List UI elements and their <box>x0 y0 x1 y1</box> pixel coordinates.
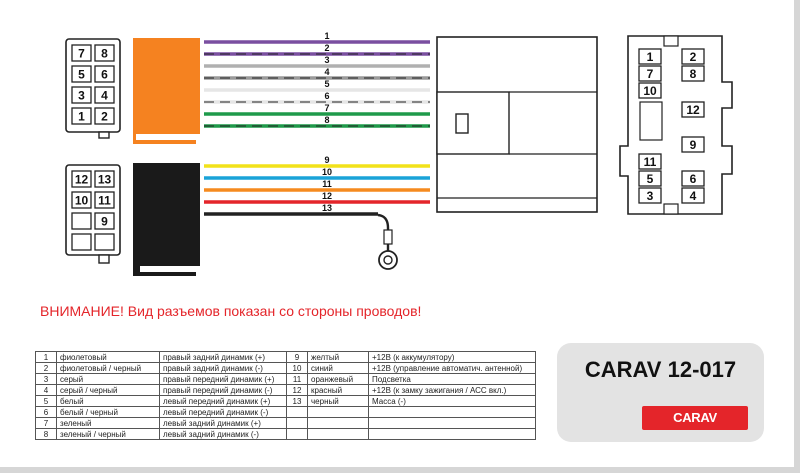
black-plug <box>133 163 200 276</box>
legend-cell <box>308 418 369 429</box>
legend-cell: Масса (-) <box>369 396 536 407</box>
legend-cell: 12 <box>287 385 308 396</box>
left-top-pin-label: 3 <box>78 88 85 103</box>
legend-cell: 6 <box>36 407 57 418</box>
wire-number-label: 7 <box>324 103 330 113</box>
left-top-pin-label: 6 <box>101 67 108 82</box>
left-bottom-pin-label: 10 <box>74 193 89 208</box>
wire-number-label: 5 <box>324 79 330 89</box>
legend-cell: левый задний динамик (-) <box>160 429 287 440</box>
wire-number-label: 3 <box>324 55 330 65</box>
legend-cell <box>287 418 308 429</box>
legend-cell: левый передний динамик (-) <box>160 407 287 418</box>
right-pin-label: 5 <box>646 172 654 186</box>
legend-cell: желтый <box>308 352 369 363</box>
right-pin-label: 9 <box>689 138 697 152</box>
left-top-pin-label: 2 <box>101 109 108 124</box>
legend-cell: +12В (к замку зажигания / АСС вкл.) <box>369 385 536 396</box>
carav-logo-text: CARAV <box>673 410 717 425</box>
left-top-pin-label: 1 <box>78 109 85 124</box>
right-pin-label: 7 <box>646 67 654 81</box>
legend-cell: серый / черный <box>57 385 160 396</box>
legend-row <box>36 374 536 385</box>
orange-plug <box>133 38 200 144</box>
legend-cell: 10 <box>287 363 308 374</box>
legend-row <box>36 352 536 363</box>
connector-right <box>620 36 732 214</box>
legend-row <box>36 385 536 396</box>
legend-row <box>36 407 536 418</box>
legend-cell: Подсветка <box>369 374 536 385</box>
wire-number-label: 1 <box>324 31 330 41</box>
legend-cell: 13 <box>287 396 308 407</box>
legend-row <box>36 396 536 407</box>
left-top-pin-label: 5 <box>78 67 85 82</box>
right-pin-label: 10 <box>643 84 657 98</box>
wire-number-label: 9 <box>324 155 330 165</box>
right-pin-label: 11 <box>643 155 657 169</box>
legend-cell <box>308 407 369 418</box>
wire-number-label: 13 <box>321 203 333 213</box>
legend-cell: +12В (к аккумулятору) <box>369 352 536 363</box>
right-pin-label: 8 <box>689 67 697 81</box>
legend-cell: белый / черный <box>57 407 160 418</box>
legend-cell <box>308 429 369 440</box>
connector-left-top <box>66 39 120 138</box>
legend-cell: 4 <box>36 385 57 396</box>
pinout-legend-table <box>35 351 536 440</box>
legend-cell <box>369 429 536 440</box>
right-pin-label: 12 <box>686 103 700 117</box>
right-pin-label: 1 <box>646 50 654 64</box>
wire-number-label: 4 <box>324 67 330 77</box>
left-bottom-pin-box <box>72 213 91 229</box>
legend-cell <box>369 418 536 429</box>
right-pin-label: 3 <box>646 189 654 203</box>
right-pin-label: 4 <box>689 189 697 203</box>
left-top-pin-label: 8 <box>101 46 108 61</box>
left-bottom-pin-label: 12 <box>74 172 89 187</box>
connector-left-bottom <box>66 165 120 263</box>
legend-cell: белый <box>57 396 160 407</box>
legend-cell <box>287 429 308 440</box>
right-pin-label: 2 <box>689 50 697 64</box>
legend-cell: 11 <box>287 374 308 385</box>
legend-row <box>36 429 536 440</box>
legend-cell: синий <box>308 363 369 374</box>
legend-cell <box>369 407 536 418</box>
legend-cell: черный <box>308 396 369 407</box>
wire-number-label: 12 <box>321 191 333 201</box>
legend-cell: 3 <box>36 374 57 385</box>
left-top-pin-label: 4 <box>101 88 108 103</box>
legend-cell: красный <box>308 385 369 396</box>
legend-cell: оранжевый <box>308 374 369 385</box>
warning-text: ВНИМАНИЕ! Вид разъемов показан со стороны проводов! <box>40 303 422 319</box>
wire-number-label: 8 <box>324 115 330 125</box>
legend-cell: зеленый <box>57 418 160 429</box>
left-bottom-pin-box <box>95 234 114 250</box>
legend-cell: 7 <box>36 418 57 429</box>
wire-number-label: 10 <box>321 167 333 177</box>
wire-number-label: 2 <box>324 43 330 53</box>
left-bottom-pin-label: 13 <box>97 172 112 187</box>
legend-cell <box>287 407 308 418</box>
legend-cell: серый <box>57 374 160 385</box>
legend-cell: +12В (управление автоматич. антенной) <box>369 363 536 374</box>
legend-row <box>36 418 536 429</box>
legend-cell: 5 <box>36 396 57 407</box>
legend-cell: правый передний динамик (-) <box>160 385 287 396</box>
legend-cell: 9 <box>287 352 308 363</box>
legend-cell: зеленый / черный <box>57 429 160 440</box>
legend-cell: 2 <box>36 363 57 374</box>
legend-cell: 8 <box>36 429 57 440</box>
carav-logo <box>642 406 748 430</box>
model-title: CARAV 12-017 <box>584 357 737 382</box>
wire-bundle <box>204 31 430 214</box>
legend-cell: правый задний динамик (-) <box>160 363 287 374</box>
wire-number-label: 11 <box>322 179 332 189</box>
legend-cell: левый передний динамик (+) <box>160 396 287 407</box>
model-panel <box>557 343 764 442</box>
right-pin-label: 6 <box>689 172 697 186</box>
left-bottom-pin-label: 9 <box>101 214 108 229</box>
left-bottom-pin-label: 11 <box>98 193 111 208</box>
radio-plug-body <box>437 37 597 212</box>
legend-cell: правый передний динамик (+) <box>160 374 287 385</box>
legend-cell: фиолетовый / черный <box>57 363 160 374</box>
left-bottom-pin-box <box>72 234 91 250</box>
legend-cell: левый задний динамик (+) <box>160 418 287 429</box>
ground-terminal <box>378 215 397 269</box>
legend-cell: 1 <box>36 352 57 363</box>
legend-row <box>36 363 536 374</box>
legend-cell: правый задний динамик (+) <box>160 352 287 363</box>
left-top-pin-label: 7 <box>78 46 85 61</box>
wire-number-label: 6 <box>324 91 330 101</box>
legend-cell: фиолетовый <box>57 352 160 363</box>
